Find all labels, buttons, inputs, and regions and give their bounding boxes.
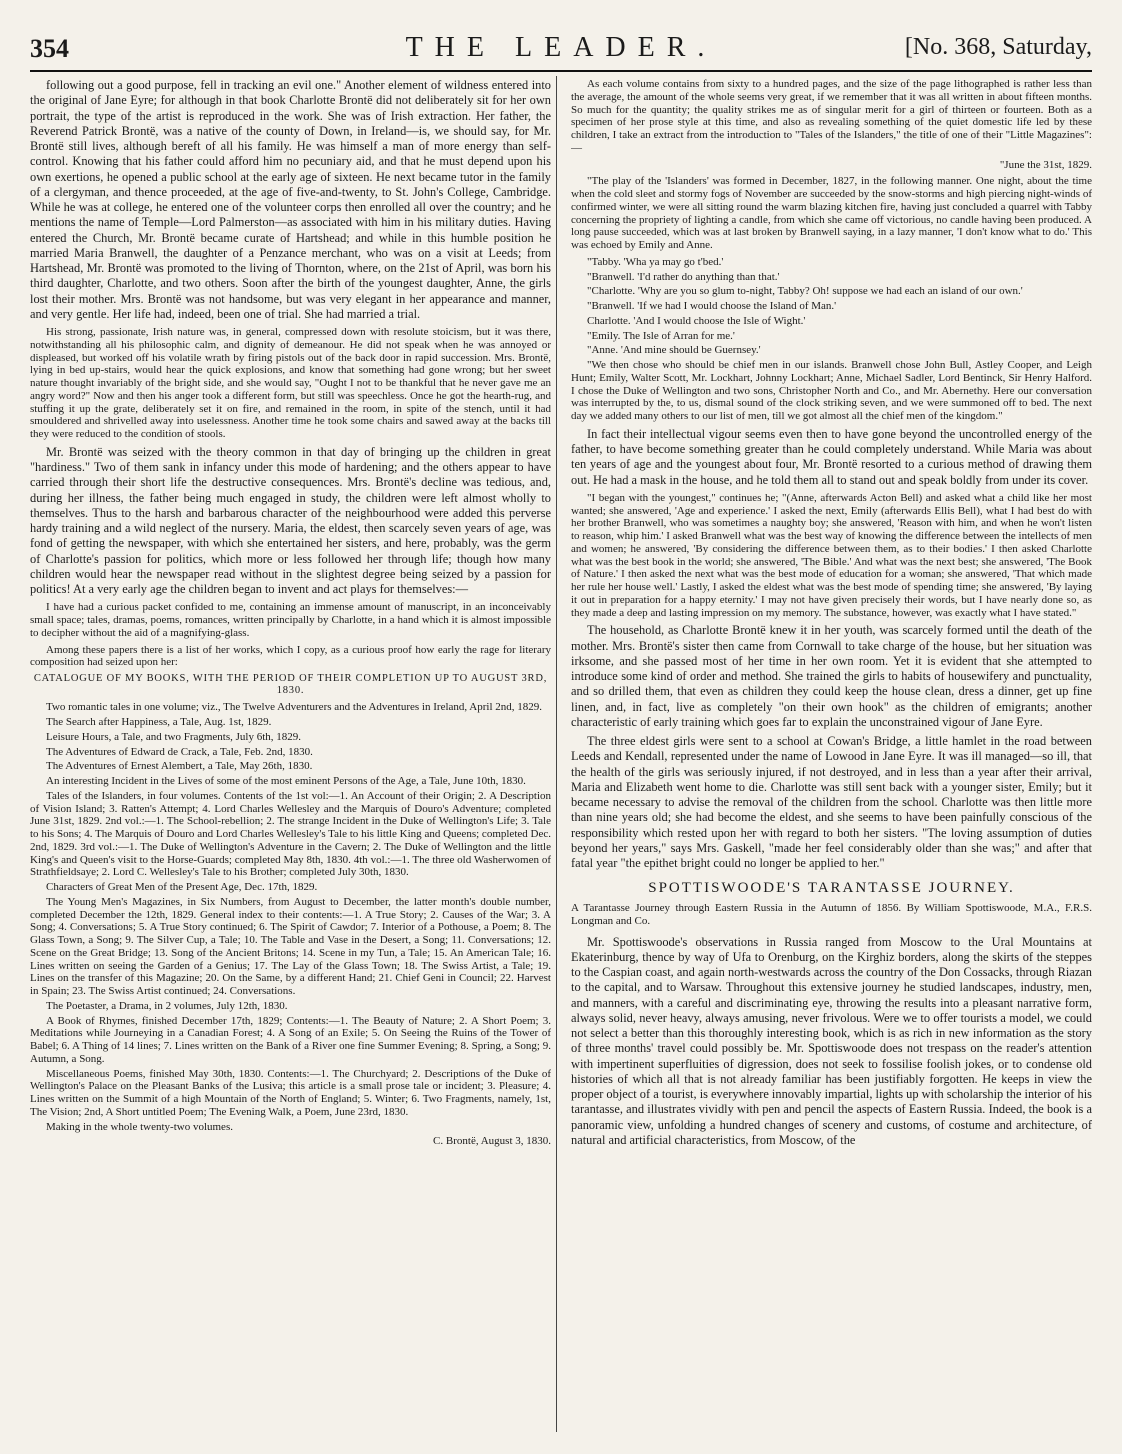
dialogue-line: "Anne. 'And mine should be Guernsey.' [587,344,761,357]
date-line: "June the 31st, 1829. [999,158,1092,171]
paragraph: His strong, passionate, Irish nature was, in general, compressed down with resolute stoicism, but it was there, notwithstanding all his philosophic calm, and dignity of demeanour. He did not speak when he was annoyed or displeased, but worked off his volatile wrath by firing pistols out of the back door in rapid succession. Mrs. Brontë, lying in bed up-stairs, would hear the quick explosions, and know that something had gone wrong; but her sweet nature thought invariably of the bright side, and she would say, "Ought I not to be thankful that he never gave me an angry word?" Now and then his anger took a different form, but still was speechless. Once he got the hearth-rug, and stuffing it up the grate, deliberately set it on fire, and remained in the room, in spite of the stench, until it had smouldered and shrivelled away into uselessness. Another time he took some chairs and sawed away at the backs till they were reduced to the condition of stools. [30,326,551,440]
paragraph: following out a good purpose, fell in tracking an evil one." Another element of wildness entered into the original of Jane Eyre; for although in that book Charlotte Brontë did not deliberately sit for her own portrait, the type of the artist is reproduced in the work. She was of Irish extraction. Her father, the Reverend Patrick Brontë, was a native of the county of Down, in Ireland—is, we should say, for Mr. Brontë still lives, although bereft of all his family. He was himself a man of more energy than self-control. Knowing that his father could afford him no pecuniary aid, and that he must depend upon his own exertions, he opened a public school at the early age of sixteen. He next became tutor in the family of a clergyman, and thence proceeded, at the age of five-and-twenty, to St. John's College, Cambridge. While he was at college, he entered one of the volunteer corps then enrolled all over the country; and he mentions the name of Temple—Lord Palmerston—as associated with him in his military duties. Having entered the Church, Mr. Brontë became curate of Hartshead; and while in this humble position he married Maria Branwell, the daughter of a Penzance merchant, who was on a visit at Leeds; from Hartshead, Mr. Brontë was promoted to the living of Thornton, where, on the 21st of April, was born his third daughter, Charlotte, and two others. Soon after the birth of the youngest daughter, Anne, the girls lost their mother. Mrs. Brontë was not handsome, but was very elegant in her appearance and manner, and very gentle. Her life had, indeed, been one of trial. She had married a trial. [30,78,551,321]
dialogue-line: "Branwell. 'I'd rather do anything than that.' [587,270,780,283]
catalogue-item: Leisure Hours, a Tale, and two Fragments, July 6th, 1829. [46,730,302,743]
dialogue-line: "Tabby. 'Wha ya may go t'bed.' [587,255,724,268]
paragraph: As each volume contains from sixty to a hundred pages, and the size of the page lithographed is rather less than the average, the amount of the whole seems very great, if we remember that it was all written in about fifteen months. So much for the quantity; the quality strikes me as of singular merit for a girl of thirteen or fourteen. Both as a specimen of her prose style at this time, and also as revealing something of the quiet domestic life led by these children, I take an extract from the introduction to "Tales of the Islanders," the title of one of their "Little Magazines":— [571,78,1092,154]
paragraph: I have had a curious packet confided to me, containing an immense amount of manuscript, in an inconceivably small space; tales, dramas, poems, romances, written principally by Charlotte, in a hand which it is almost impossible to decipher without the aid of a magnifying-glass. [30,601,551,639]
page-number: 354 [30,34,69,63]
column-divider [556,76,557,1432]
catalogue-item: The Poetaster, a Drama, in 2 volumes, July 12th, 1830. [46,999,288,1012]
paragraph: The household, as Charlotte Brontë knew it in her youth, was scarcely formed until the death of the mother. Mrs. Brontë's sister then came from Cornwall to take charge of the house, but her situation was irksome, and she passed most of her time in her own room. Yet it is evident that she attempted to introduce some kind of order and method. She trained the girls to habits of housewifery and punctuality, and so drilled them, that even as children they could keep the house clean, dress a dinner, get up fine linen, and, in fact, live as completely "on their own hook" as the children of emigrants; another characteristic of early training which goes far to explain the unconstrained vigour of Jane Eyre. [571,623,1092,729]
masthead: THE LEADER. [405,32,717,63]
dialogue-line: Charlotte. 'And I would choose the Isle of Wight.' [587,314,806,327]
catalogue-item: An interesting Incident in the Lives of some of the most eminent Persons of the Age, a Tale, June 10th, 1830. [46,775,526,788]
catalogue-item: Making in the whole twenty-two volumes. [46,1120,233,1133]
dialogue-line: "Branwell. 'If we had I would choose the Island of Man.' [587,300,837,312]
review-body: Mr. Spottiswoode's observations in Russia ranged from Moscow to the Ural Mountains at Ekaterinburg, thence by way of Ufa to Orenburg, on the Kirghiz borders, along the skirts of the steppes to the Caspian coast, and again north-westwards across the country of the Don Cossacks, through Riazan to the capital, and to Warsaw. Throughout this extensive journey he studied landscapes, industry, men, and manners, with a careful and discriminating eye, throwing the results into a pleasant narrative form, always solid, never heavy, always amusing, never frivolous. Were we to offer tourists a model, we could not select a better than this thoroughly interesting book, which is as rich in new information as the story of three months' travel could possibly be. Mr. Spottiswoode does not trespass on the reader's attention with impertinent superfluities of digression, does not seek to fossilise foolish jokes, or to condense old histories of which all that is not already familiar has been justifiably forgotten. He keeps in view the proper object of a tourist, is everywhere innovably impartial, lights up with scholarship the interior of his tarantasse, and illustrates vividly with pen and pencil the aspects of Eastern Russia. Indeed, the book is a panoramic view, unfolding a hundred changes of scenery and customs, of costume and architecture, of natural and artificial characteristics, from Moscow, of the [571,934,1092,1147]
issue-number: [No. 368, Saturday, [904,34,1092,60]
catalogue-item: The Search after Happiness, a Tale, Aug. 1st, 1829. [46,716,272,729]
catalogue-heading: CATALOGUE OF MY BOOKS, WITH THE PERIOD OF THEIR COMPLETION UP TO AUGUST 3RD, 1830. [33,673,548,697]
dialogue-line: "Charlotte. 'Why are you so glum to-night, Tabby? Oh! suppose we had each an island of our own.' [587,285,1023,298]
review-title: SPOTTISWOODE'S TARANTASSE JOURNEY. [648,880,1015,897]
page-header [30,30,1092,72]
catalogue-item: Two romantic tales in one volume; viz., The Twelve Adventurers and the Adventures in Ireland, April 2nd, 1829. [46,701,542,714]
review-subtitle: A Tarantasse Journey through Eastern Russia in the Autumn of 1856. By William Spottiswoode, M.A., F.R.S. Longman and Co. [571,901,1092,928]
catalogue-item: The Adventures of Edward de Crack, a Tale, Feb. 2nd, 1830. [46,745,313,758]
left-column [30,78,551,1434]
catalogue-item: Miscellaneous Poems, finished May 30th, 1830. Contents:—1. The Churchyard; 2. Descriptions of the Duke of Wellington's Palace on the Pleasant Banks of the Lusiva; this article is a small prose tale or incident; 3. Pleasure; 4. Lines written on the Summit of a high Mountain of the North of England; 5. Winter; 6. Two Fragments, namely, 1st, The Vision; 2nd, A Short untitled Poem; The Evening Walk, a Poem, June 23rd, 1830. [30,1067,551,1118]
quote: "I began with the youngest," continues he; "(Anne, afterwards Acton Bell) and asked what a child like her most wanted; she answered, 'Age and experience.' I asked the next, Emily (afterwards Ellis Bell), what I had best do with her brother Branwell, who was sometimes a naughty boy; she answered, 'Reason with him, and when he won't listen to reason, whip him.' I asked Branwell what was the best way of knowing the difference between the intellects of men and women; he answered, 'By considering the difference between them, as to their bodies.' I then asked Charlotte what was the best book in the world; she answered, 'The Bible.' And what was the next best; she answered, 'The Book of Nature.' I then asked the next what was the best mode of education for a woman; she answered, 'That which made her rule her house well.' Lastly, I asked the eldest what was the best mode of spending time; she answered, 'By laying it out in preparation for a happy eternity.' I may not have given precisely their words, but I have nearly done so, as they made a deep and lasting impression on my memory. The substance, however, was exactly what I have stated." [571,491,1092,619]
quote: "We then chose who should be chief men in our islands. Branwell chose John Bull, Astley Cooper, and Leigh Hunt; Emily, Walter Scott, Mr. Lockhart, Johnny Lockhart; Anne, Michael Sadler, Lord Bentinck, Sir Henry Halford. I chose the Duke of Wellington and two sons, Christopher North and Co., and Mr. Abernethy. Here our conversation was interrupted by the, to us, dismal sound of the clock striking seven, and we were summoned off to bed. The next day we added many others to our list of men, till we got almost all the chief men of the kingdom." [571,359,1092,422]
catalogue-item: Characters of Great Men of the Present Age, Dec. 17th, 1829. [46,881,318,894]
quote: "The play of the 'Islanders' was formed in December, 1827, in the following manner. One night, about the time when the cold sleet and stormy fogs of November are succeeded by the snow-storms and high piercing night-winds of confirmed winter, we were all sitting round the warm blazing kitchen fire, having just concluded a quarrel with Tabby concerning the propriety of lighting a candle, from which she came off victorious, no candle having been produced. A long pause succeeded, which was at last broken by Branwell saying, in a lazy manner, 'I don't know what to do.' This was echoed by Emily and Anne. [571,175,1092,251]
catalogue-item: A Book of Rhymes, finished December 17th, 1829; Contents:—1. The Beauty of Nature; 2. A Short Poem; 3. Meditations while Journeying in a Canadian Forest; 4. A Song of an Exile; 5. On Seeing the Ruins of the Tower of Babel; 6. A Thing of 14 lines; 7. Lines written on the Bank of a River one fine Summer Evening; 8. Spring, a Song; 9. Autumn, a Song. [30,1014,551,1065]
paragraph: In fact their intellectual vigour seems even then to have gone beyond the uncontrolled energy of the father, to have become something greater than he could completely understand. While Maria was about ten years of age and the youngest about four, Mr. Brontë resorted to a curious method of drawing them out. He had a mask in the house, and he told them all to stand out and speak boldly from under its cover. [571,426,1092,487]
catalogue-item: Tales of the Islanders, in four volumes. Contents of the 1st vol:—1. An Account of their Origin; 2. A Description of Vision Island; 3. Ratten's Attempt; 4. Lord Charles Wellesley and the Marquis of Douro's Adventure; completed June 31st, 1829. 2nd vol.:—1. The School-rebellion; 2. The strange Incident in the Duke of Wellington's Life; 3. Tale to his Sons; 4. The Marquis of Douro and Lord Charles Wellesley's Tale to his little King and Queens; completed Dec. 2nd, 1829. 3rd vol.:—1. The Duke of Wellington's Adventure in the Cavern; 2. The Duke of Wellington and the little King's and Queen's visit to the Horse-Guards; completed May 8th, 1830. 4th vol.:—1. The three old Washerwomen of Strathfieldsaye; 2. Lord C. Wellesley's Tale to his Brother; completed July 30th, 1830. [30,789,551,879]
dialogue-line: "Emily. The Isle of Arran for me.' [587,329,735,342]
right-column [571,78,1092,1434]
paragraph: The three eldest girls were sent to a school at Cowan's Bridge, a little hamlet in the road between Leeds and Kendall, represented under the name of Lowood in Jane Eyre. It was ill managed—so ill, that the health of the girls was seriously injured, if not destroyed, and in less than a year after their arrival, Maria and Elizabeth went home to die. Charlotte was still sent back with a younger sister, Emily; but it became necessary to advise the removal of the children from the school. Charlotte was then little more than nine years old; she had become the eldest, and she seems to have been painfully conscious of the responsibility which rested upon her with regard to both her sisters. "The loving assumption of duties beyond her years," says Mrs. Gaskell, "made her feel considerably older than she was;" and after that fatal year "the epithet bright could no longer be applied to her." [571,734,1092,870]
catalogue-item: The Young Men's Magazines, in Six Numbers, from August to December, the latter month's double number, completed December the 12th, 1829. General index to their contents:—1. A True Story; 2. Causes of the War; 3. A Song; 4. Conversations; 5. A True Story continued; 6. The Spirit of Cawdor; 7. Interior of a Pothouse, a Poem; 8. The Glass Town, a Song; 9. The Silver Cup, a Tale; 10. The Table and Vase in the Desert, a Song; 11. Conversations; 12. Scene on the Great Bridge; 13. Song of the Ancient Britons; 14. Scene in my Tun, a Tale; 15. An American Tale; 16. Lines written on seeing the Garden of a Genius; 17. The Lay of the Glass Town; 18. The Swiss Artist, a Tale; 19. Lines on the transfer of this Magazine; 20. On the Same, by a different Hand; 21. Chief Geni in Council; 22. Harvest in Spain; 23. The Swiss Artist continued; 24. Conversations. [30,895,551,998]
catalogue-item: The Adventures of Ernest Alembert, a Tale, May 26th, 1830. [46,760,313,773]
signature: C. Brontë, August 3, 1830. [433,1135,551,1148]
paragraph: Among these papers there is a list of her works, which I copy, as a curious proof how early the rage for literary composition had seized upon her: [30,643,551,669]
paragraph: Mr. Brontë was seized with the theory common in that day of bringing up the children in great "hardiness." Two of them sank in infancy under this mode of hardening; and the others appear to have carried through their short life the destructive consequences. Mrs. Brontë's decline was tedious, and, during her illness, the father being much engaged in study, the children were left almost wholly to themselves. Thus to the harsh and barbarous character of the neighbourhood were added this perverse hardy training and a wild neglect of the nursery. Maria, the eldest, then scarcely seven years of age, was fond of getting the newspaper, with which she entertained her sisters, and here, probably, was the germ of Charlotte's passion for politics, which more or less followed her through life; though how many children would hear the newspaper read without in the slightest degree being seized by a passion for politics! At a very early age the children began to invent and act plays for themselves:— [30,444,551,596]
